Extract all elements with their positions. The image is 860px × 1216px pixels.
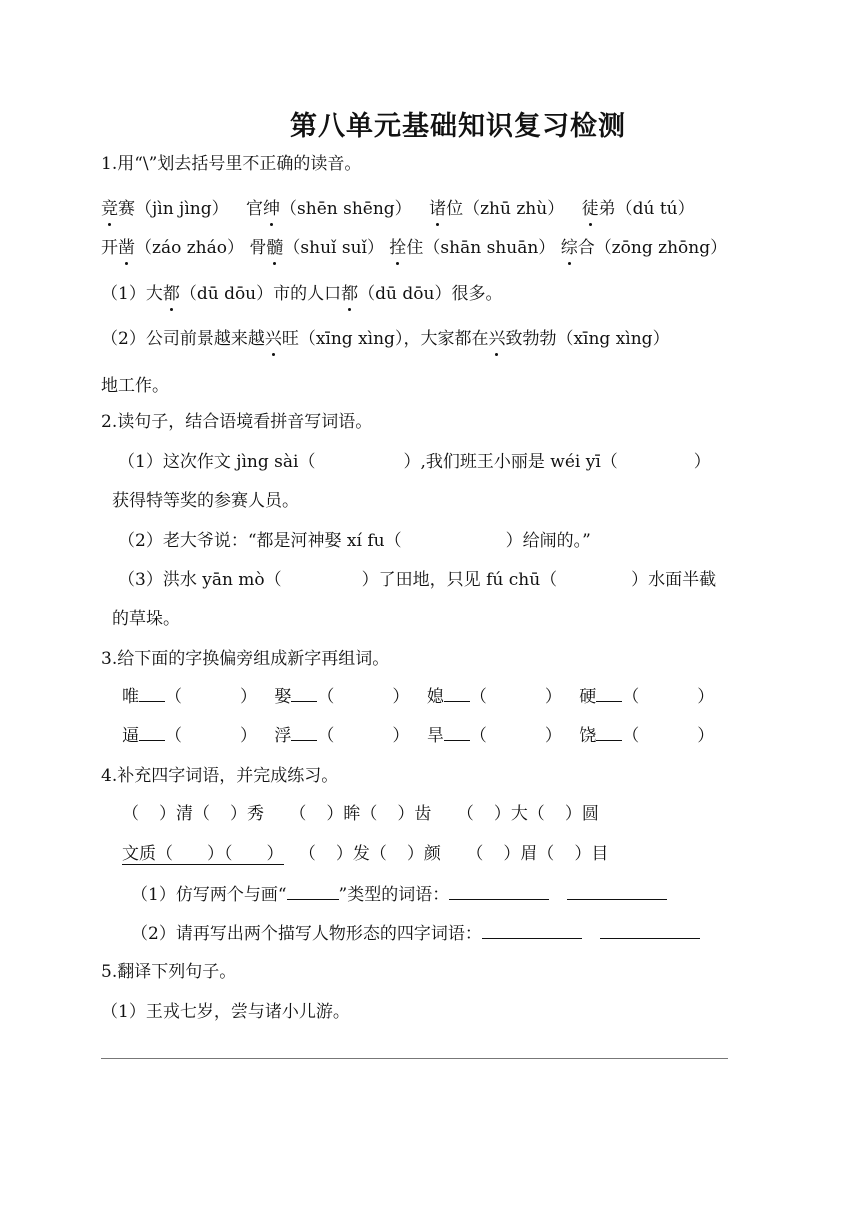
q1-word-7: 拴住 <box>389 238 424 258</box>
q3-row-1: 唯 （ ） 娶 （ ） 媳 （ ） 硬 （ ） <box>122 687 715 707</box>
answer-blank[interactable] <box>291 685 317 702</box>
q4-row-1: （ ）清（ ）秀 （ ）眸（ ）齿 （ ）大（ ）圆 <box>122 804 599 824</box>
answer-blank[interactable] <box>444 685 470 702</box>
q1-word-5: 开凿 <box>101 238 135 258</box>
question-2-header: 2.读句子，结合语境看拼音写词语。 <box>101 412 373 432</box>
question-1-header: 1.用“\”划去括号里不正确的读音。 <box>101 154 362 174</box>
answer-blank[interactable] <box>139 685 165 702</box>
q2-line-3: （3）洪水 yān mò（ ）了田地，只见 fú chū（ ）水面半截 <box>118 570 717 590</box>
answer-blank[interactable] <box>449 883 549 900</box>
q5-sentence-1: （1）王戎七岁，尝与诸小儿游。 <box>101 1002 350 1022</box>
model-phrase-underlined: 文质（ ）（ ） <box>122 844 284 864</box>
q1-row-1: 竞赛（jìn jìng） 官绅（shēn shēng） 诸位（zhū zhù） 徒弟（dú tú） <box>101 199 695 219</box>
q1-word-4: 徒弟 <box>581 199 616 219</box>
answer-blank[interactable] <box>444 724 470 741</box>
q4-row-2: 文质（ ）（ ） （ ）发（ ）颜 （ ）眉（ ）目 <box>122 844 609 864</box>
question-5-header: 5.翻译下列句子。 <box>101 962 237 982</box>
answer-blank[interactable] <box>567 883 667 900</box>
question-3-header: 3.给下面的字换偏旁组成新字再组词。 <box>101 649 390 669</box>
answer-blank[interactable] <box>600 922 700 939</box>
q1-word-2: 官绅 <box>246 199 281 219</box>
answer-line[interactable] <box>101 1058 728 1059</box>
page-title: 第八单元基础知识复习检测 <box>290 111 626 142</box>
q1-sentence-2: （2）公司前景越来越兴旺（xīng xìng），大家都在兴致勃勃（xīng xìng） <box>101 329 670 349</box>
q1-sentence-1: （1）大都（dū dōu）市的人口都（dū dōu）很多。 <box>101 284 503 304</box>
q2-line-2: （2）老大爷说：“都是河神娶 xí fu（ ）给闹的。” <box>118 531 591 551</box>
q1-word-1: 竞赛 <box>101 199 135 219</box>
q2-line-3-cont: 的草垛。 <box>112 609 180 629</box>
answer-blank[interactable] <box>139 724 165 741</box>
q4-sub-2: （2）请再写出两个描写人物形态的四字词语： <box>131 922 700 946</box>
answer-blank[interactable] <box>291 724 317 741</box>
q3-row-2: 逼 （ ） 浮 （ ） 旱 （ ） 饶 （ ） <box>122 726 715 746</box>
question-4-header: 4.补充四字词语，并完成练习。 <box>101 766 339 786</box>
q4-sub-1: （1）仿写两个与画“ ”类型的词语： <box>131 883 667 907</box>
q1-word-8: 综合 <box>560 238 595 258</box>
q1-sentence-2-cont: 地工作。 <box>101 376 169 396</box>
answer-blank[interactable] <box>482 922 582 939</box>
q1-word-3: 诸位 <box>429 199 464 219</box>
answer-blank[interactable] <box>596 685 622 702</box>
q1-word-6: 骨髓 <box>249 238 284 258</box>
q2-line-1-cont: 获得特等奖的参赛人员。 <box>112 491 299 511</box>
q2-line-1: （1）这次作文 jìng sài（ ）,我们班王小丽是 wéi yī（ ） <box>118 452 711 472</box>
answer-blank[interactable] <box>596 724 622 741</box>
q1-row-2: 开凿（záo zháo） 骨髓（shuǐ suǐ） 拴住（shān shuān） 综合（zōng zhōng） <box>101 238 728 258</box>
